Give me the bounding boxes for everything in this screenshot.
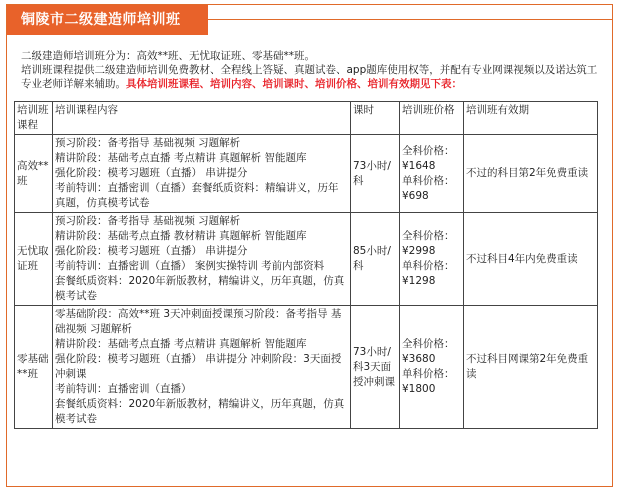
content-line: 精讲阶段：基础考点直播 教材精讲 真题解析 智能题库	[55, 230, 307, 242]
content-line: 强化阶段：模考习题班（直播） 串讲提分	[55, 245, 248, 257]
header-course-content: 培训课程内容	[53, 102, 351, 135]
price-value-single: ¥1298	[402, 275, 436, 287]
price-label-single: 单科价格：	[402, 260, 455, 272]
content-line: 套餐纸质资料：2020年新版教材，精编讲义，历年真题，仿真模考试卷	[55, 398, 345, 425]
content-line: 预习阶段：备考指导 基础视频 习题解析	[55, 137, 241, 149]
content-line: 强化阶段：模考习题班（直播） 串讲提分 冲刺阶段：3天面授冲刺课	[55, 353, 342, 380]
hours-cell: 85小时/科	[351, 213, 400, 306]
header-price: 培训班价格	[400, 102, 464, 135]
price-cell	[400, 213, 464, 306]
hours-cell: 73小时/科	[351, 135, 400, 213]
validity-cell: 不过的科目第2年免费重读	[464, 135, 598, 213]
content-line: 强化阶段：模考习题班（直播） 串讲提分	[55, 167, 248, 179]
intro-line-1: 二级建造师培训班分为：高效**班、无忧取证班、零基础**班。	[21, 50, 315, 62]
table-row	[15, 135, 598, 213]
intro-line-2: 培训班课程提供二级建造师培训免费教材、全程线上答疑、真题试卷、app题库使用权等，并配有专业网课视频以及诺达筑工专业老师详解来辅助。	[21, 64, 598, 90]
course-name-cell: 零基础**班	[15, 306, 53, 429]
course-content-cell	[53, 135, 351, 213]
course-name-cell: 无忧取证班	[15, 213, 53, 306]
course-content-cell	[53, 213, 351, 306]
price-value-full: ¥2998	[402, 245, 436, 257]
price-cell	[400, 135, 464, 213]
title-divider	[208, 19, 612, 20]
content-line: 考前特训：直播密训（直播） 案例实操特训 考前内部资料	[55, 260, 325, 272]
intro-highlight: 具体培训班课程、培训内容、培训课时、培训价格、培训有效期见下表：	[126, 78, 462, 90]
table-header-row	[15, 102, 598, 135]
price-value-single: ¥698	[402, 189, 429, 202]
header-validity: 培训班有效期	[464, 102, 598, 135]
content-line: 考前特训：直播密训（直播）套餐纸质资料：精编讲义，历年真题，仿真模考试卷	[55, 182, 339, 209]
content-line: 预习阶段：备考指导 基础视频 习题解析	[55, 215, 241, 227]
content-line: 零基础阶段：高效**班 3天冲刺面授课预习阶段：备考指导 基础视频 习题解析	[55, 308, 342, 335]
validity-cell: 不过科目4年内免费重读	[464, 213, 598, 306]
price-value-full: ¥1648	[402, 159, 436, 172]
content-line: 精讲阶段：基础考点直播 考点精讲 真题解析 智能题库	[55, 338, 307, 350]
validity-cell: 不过科目网课第2年免费重读	[464, 306, 598, 429]
price-label-full: 全科价格：	[402, 338, 455, 350]
course-content-cell	[53, 306, 351, 429]
header-hours: 课时	[351, 102, 400, 135]
content-line: 考前特训：直播密训（直播）	[55, 383, 192, 395]
price-value-single: ¥1800	[402, 383, 436, 395]
course-name-cell: 高效**班	[15, 135, 53, 213]
price-cell	[400, 306, 464, 429]
price-label-single: 单科价格：	[402, 368, 455, 380]
panel-title: 铜陵市二级建造师培训班	[7, 5, 208, 35]
content-line: 精讲阶段：基础考点直播 考点精讲 真题解析 智能题库	[55, 152, 307, 164]
content-line: 套餐纸质资料：2020年新版教材，精编讲义，历年真题，仿真模考试卷	[55, 275, 345, 302]
price-label-full: 全科价格：	[402, 144, 455, 157]
price-label-single: 单科价格：	[402, 174, 455, 187]
price-value-full: ¥3680	[402, 353, 436, 365]
header-course-name: 培训班课程	[15, 102, 53, 135]
table-row	[15, 306, 598, 429]
intro-text	[21, 49, 606, 91]
table-row	[15, 213, 598, 306]
price-label-full: 全科价格：	[402, 230, 455, 242]
course-table	[14, 101, 598, 429]
hours-cell: 73小时/科3天面授冲刺课	[351, 306, 400, 429]
